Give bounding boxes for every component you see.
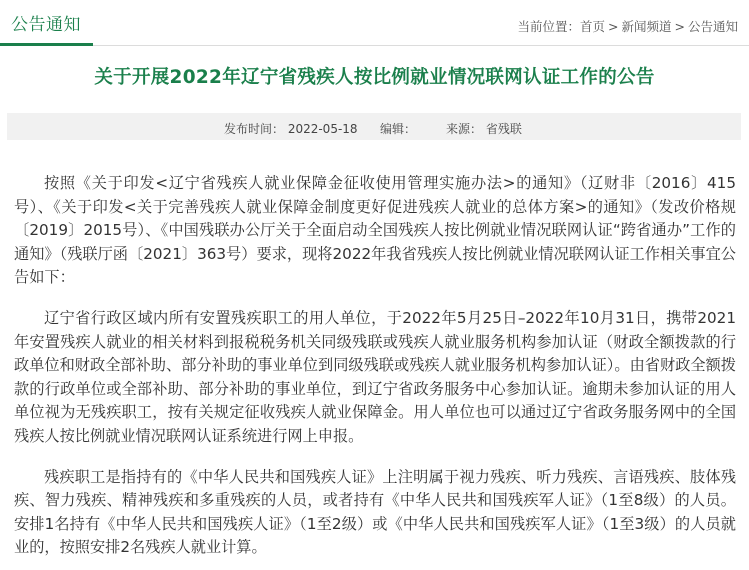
breadcrumb-separator: > bbox=[608, 19, 619, 34]
section-title: 公告通知 bbox=[11, 15, 81, 35]
editor-label: 编辑： bbox=[380, 122, 417, 136]
article-paragraph: 按照《关于印发<辽宁省残疾人就业保障金征收使用管理实施办法>的通知》（辽财非〔2016〕415号）、《关于印发<关于完善残疾人就业保障金制度更好促进残疾人就业的总体方案>的通知》（发改价格规〔2019〕2015号）、《中国残联办公厅关于全面启动全国残疾人按比例就业情况联网认证“跨省通办”工作的通知》（残联厅函〔2021〕363号）要求，现将2022年我省残疾人按比例就业情况联网认证工作相关事宜公告如下： bbox=[14, 174, 736, 287]
breadcrumb-home-link[interactable]: 首页 bbox=[579, 19, 605, 34]
top-bar bbox=[0, 0, 749, 46]
section-tab[interactable] bbox=[0, 0, 93, 46]
article-paragraph: 辽宁省行政区域内所有安置残疾职工的用人单位，于2022年5月25日–2022年10月31日，携带2021年安置残疾人就业的相关材料到报税税务机关同级残联或残疾人就业服务机构参加认证（财政全额拨款的行政单位和财政全部补助、部分补助的事业单位到同级残联或残疾人就业服务机构参加认证）。由省财政全额拨款的行政单位或全部补助、部分补助的事业单位，到辽宁省政务服务中心参加认证。逾期未参加认证的用人单位视为无残疾职工，按有关规定征收残疾人就业保障金。用人单位也可以通过辽宁省政务服务网中的全国残疾人按比例就业情况联网认证系统进行网上申报。 bbox=[14, 308, 736, 445]
breadcrumb bbox=[517, 17, 738, 35]
article-paragraph: 残疾职工是指持有的《中华人民共和国残疾人证》上注明属于视力残疾、听力残疾、言语残疾、肢体残疾、智力残疾、精神残疾和多重残疾的人员，或者持有《中华人民共和国残疾军人证》（1至8级）的人员。安排1名持有《中华人民共和国残疾人证》（1至2级）或《中华人民共和国残疾军人证》（1至3级）的人员就业的，按照安排2名残疾人就业计算。 bbox=[14, 467, 736, 557]
breadcrumb-notices-link[interactable]: 公告通知 bbox=[687, 19, 738, 34]
article-meta-bar bbox=[7, 113, 741, 140]
source-label: 来源： 省残联 bbox=[446, 122, 522, 136]
publish-time: 发布时间： 2022-05-18 bbox=[224, 122, 358, 136]
breadcrumb-prefix: 当前位置： bbox=[517, 19, 580, 34]
breadcrumb-news-channel-link[interactable]: 新闻频道 bbox=[621, 19, 672, 34]
article-content bbox=[14, 172, 736, 570]
article-title: 关于开展2022年辽宁省残疾人按比例就业情况联网认证工作的公告 bbox=[94, 67, 655, 88]
breadcrumb-separator: > bbox=[674, 19, 685, 34]
